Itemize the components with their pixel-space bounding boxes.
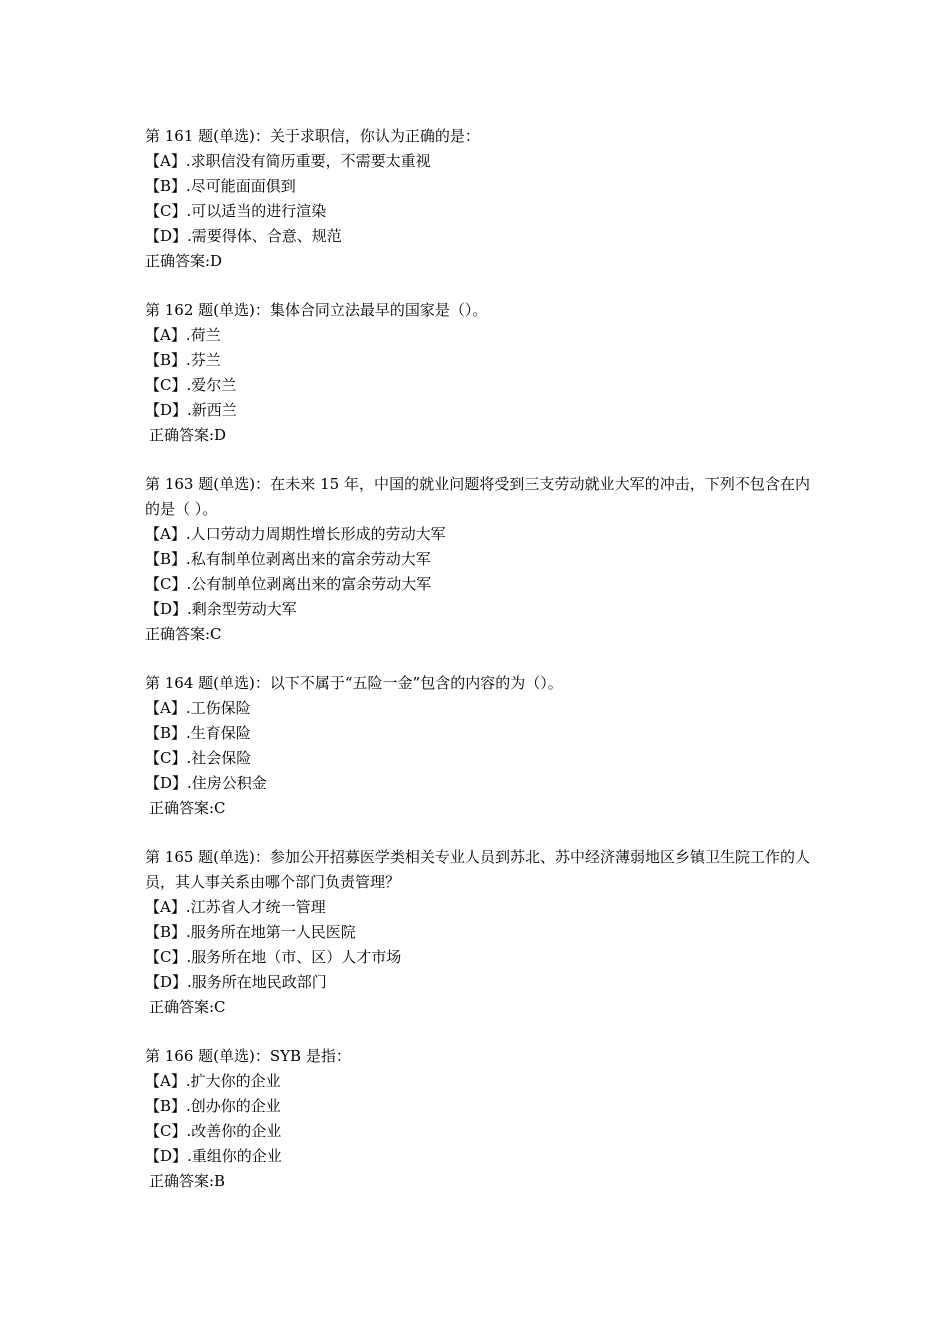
correct-answer: 正确答案:C <box>145 625 222 643</box>
option-d: 【D】.服务所在地民政部门 <box>145 973 327 991</box>
option-d: 【D】.需要得体、合意、规范 <box>145 227 342 245</box>
option-a: 【A】.荷兰 <box>145 326 221 344</box>
option-d: 【D】.住房公积金 <box>145 774 267 792</box>
option-b: 【B】.创办你的企业 <box>145 1097 281 1115</box>
option-b: 【B】.私有制单位剥离出来的富余劳动大军 <box>145 550 431 568</box>
option-b: 【B】.服务所在地第一人民医院 <box>145 923 356 941</box>
question-stem: 第 161 题(单选)：关于求职信，你认为正确的是： <box>145 127 480 145</box>
option-c: 【C】.改善你的企业 <box>145 1122 282 1140</box>
option-a: 【A】.工伤保险 <box>145 699 251 717</box>
question-166 <box>145 1044 810 1194</box>
option-c: 【C】.可以适当的进行渲染 <box>145 202 327 220</box>
question-165 <box>145 845 810 1020</box>
question-stem: 第 165 题(单选)：参加公开招募医学类相关专业人员到苏北、苏中经济薄弱地区乡镇卫生院工作的人员，其人事关系由哪个部门负责管理？ <box>145 848 810 891</box>
option-c: 【C】.公有制单位剥离出来的富余劳动大军 <box>145 575 432 593</box>
question-stem: 第 162 题(单选)：集体合同立法最早的国家是（）。 <box>145 301 488 319</box>
option-d: 【D】.剩余型劳动大军 <box>145 600 297 618</box>
option-d: 【D】.重组你的企业 <box>145 1147 282 1165</box>
option-c: 【C】.爱尔兰 <box>145 376 237 394</box>
question-163 <box>145 472 810 647</box>
correct-answer: 正确答案:D <box>149 426 227 444</box>
option-a: 【A】.江苏省人才统一管理 <box>145 898 326 916</box>
document-page <box>145 124 810 1218</box>
question-161 <box>145 124 810 274</box>
question-stem: 第 166 题(单选)：SYB 是指： <box>145 1047 351 1065</box>
question-162 <box>145 298 810 448</box>
question-164 <box>145 671 810 821</box>
option-d: 【D】.新西兰 <box>145 401 237 419</box>
option-a: 【A】.求职信没有简历重要，不需要太重视 <box>145 152 431 170</box>
option-c: 【C】.社会保险 <box>145 749 252 767</box>
option-b: 【B】.芬兰 <box>145 351 221 369</box>
option-b: 【B】.尽可能面面俱到 <box>145 177 296 195</box>
option-a: 【A】.人口劳动力周期性增长形成的劳动大军 <box>145 525 446 543</box>
question-stem: 第 164 题(单选)：以下不属于“五险一金”包含的内容的为（）。 <box>145 674 563 692</box>
correct-answer: 正确答案:D <box>145 252 223 270</box>
option-c: 【C】.服务所在地（市、区）人才市场 <box>145 948 402 966</box>
question-stem: 第 163 题(单选)：在未来 15 年，中国的就业问题将受到三支劳动就业大军的冲击，下列不包含在内的是（ ）。 <box>145 475 810 518</box>
option-b: 【B】.生育保险 <box>145 724 251 742</box>
correct-answer: 正确答案:B <box>149 1172 226 1190</box>
option-a: 【A】.扩大你的企业 <box>145 1072 281 1090</box>
correct-answer: 正确答案:C <box>149 998 226 1016</box>
correct-answer: 正确答案:C <box>149 799 226 817</box>
